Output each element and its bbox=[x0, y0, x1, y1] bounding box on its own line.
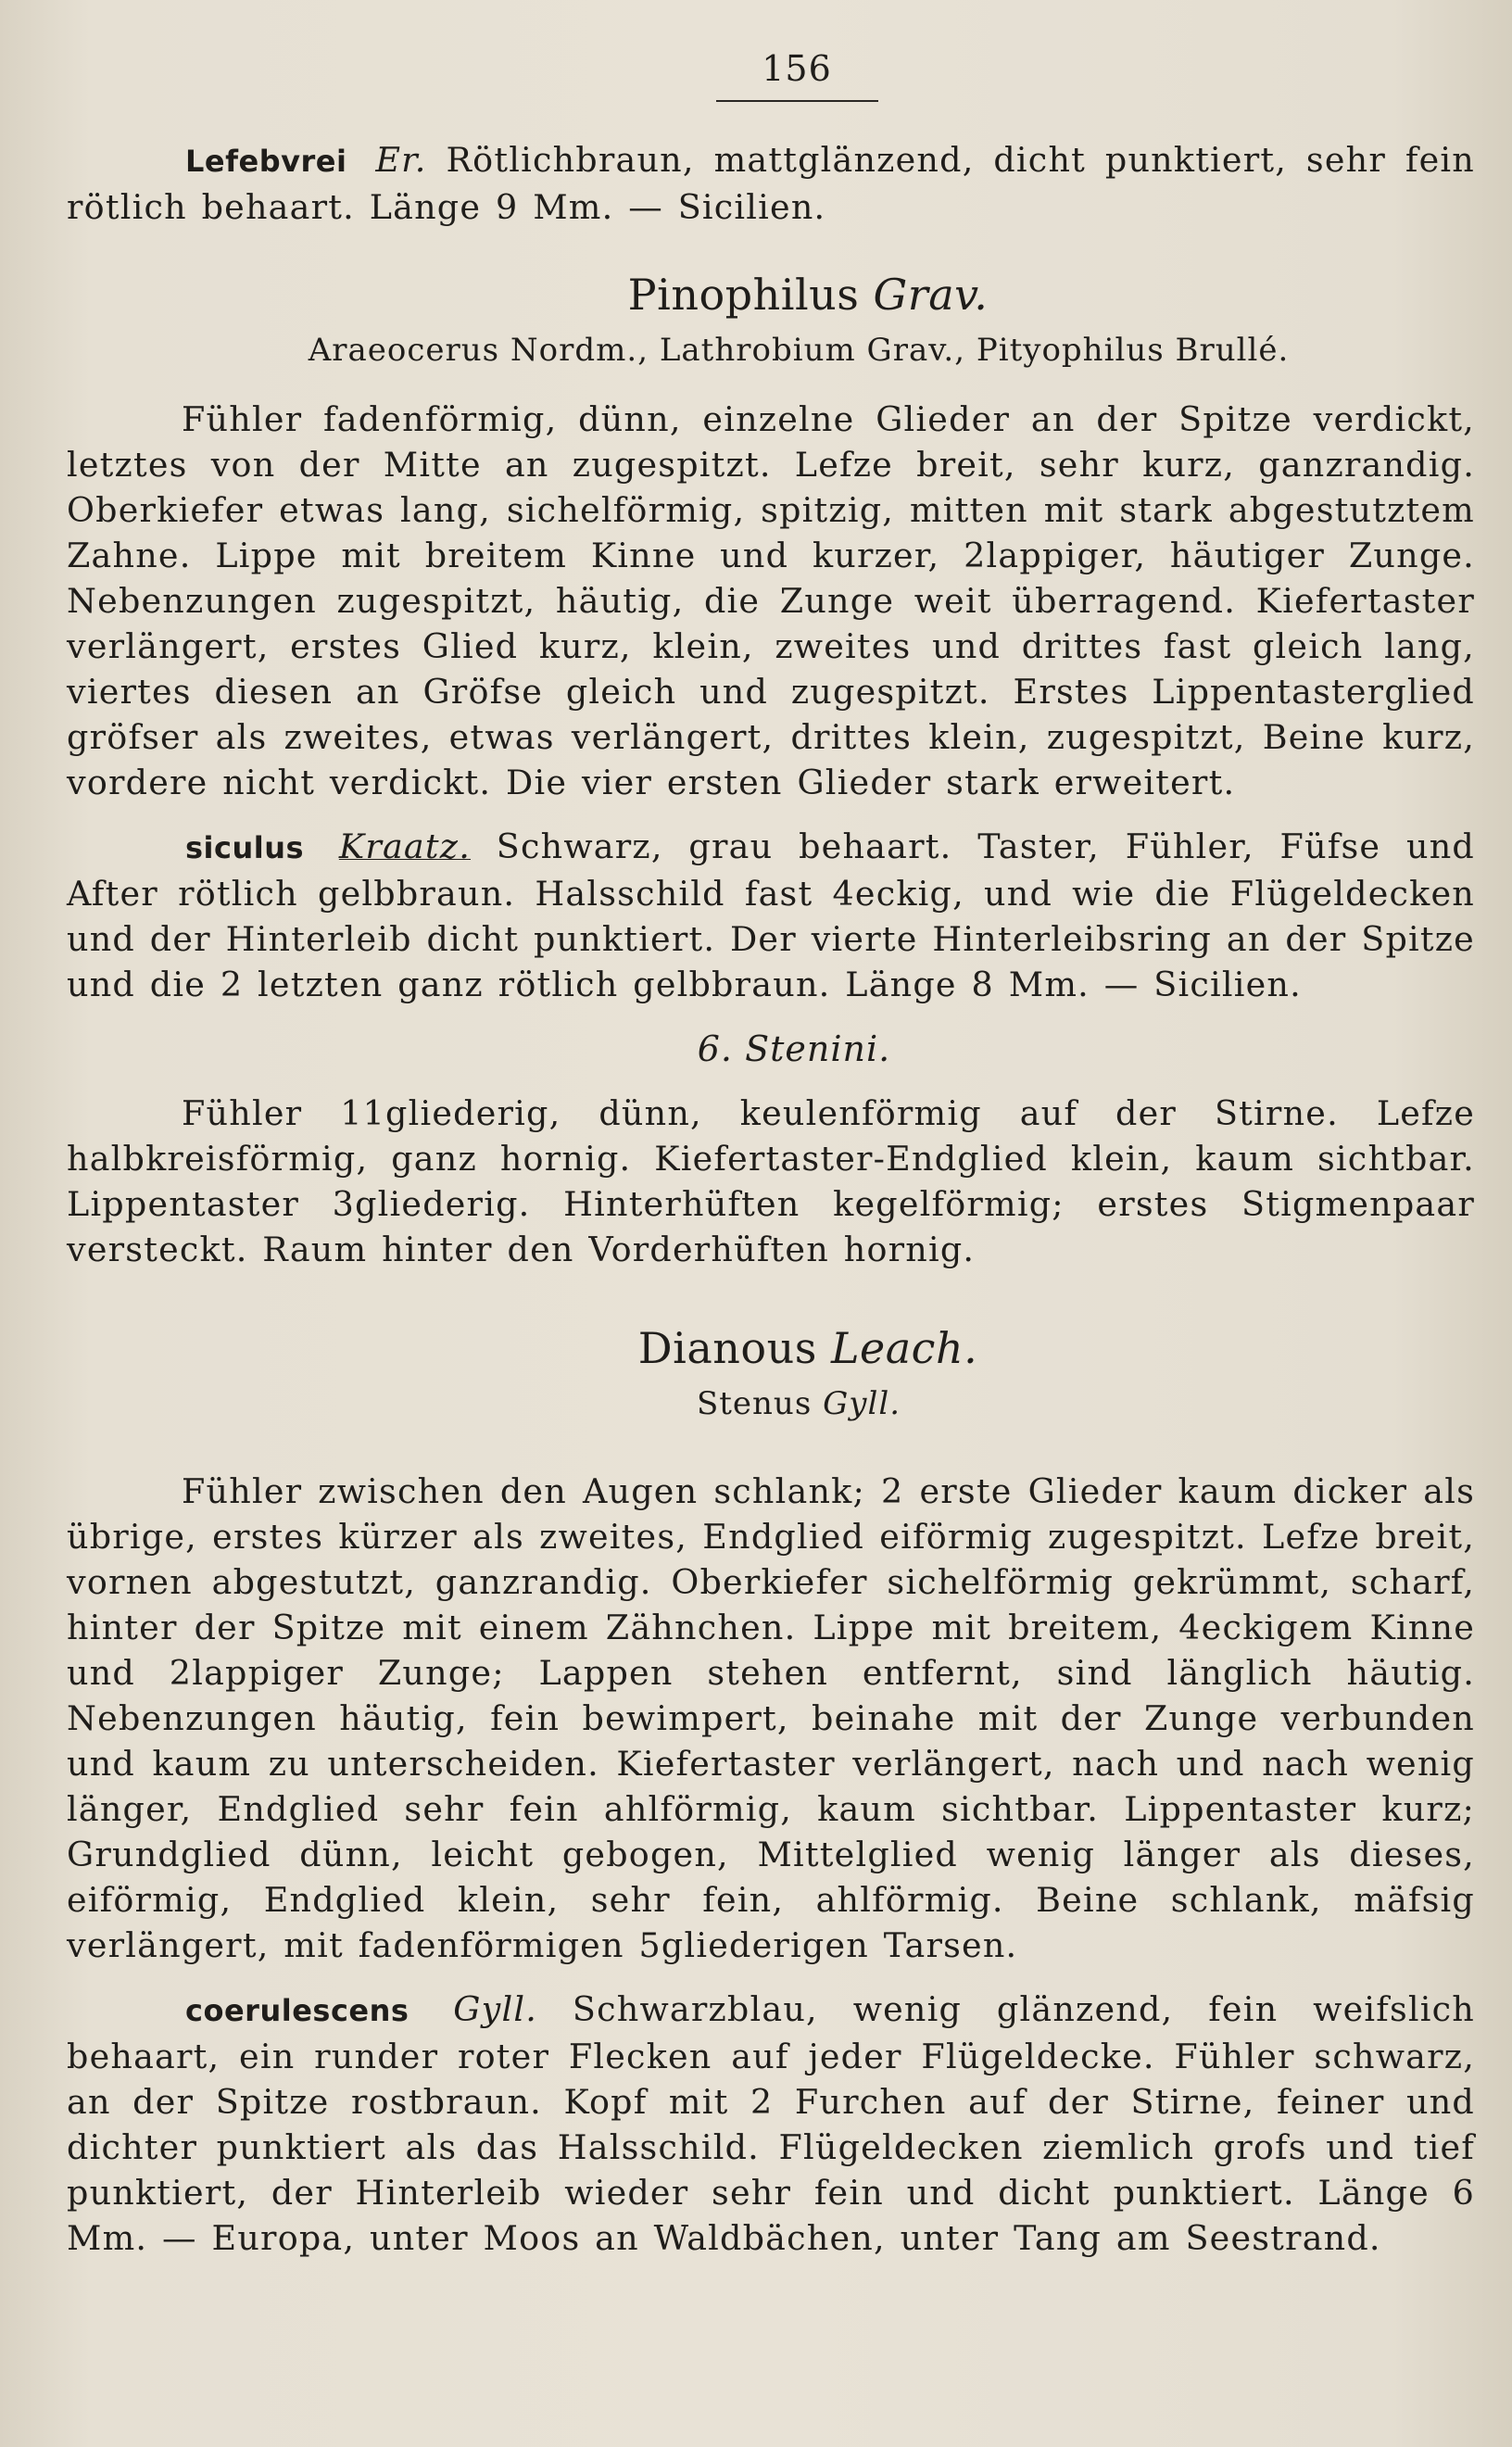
species-name: siculus bbox=[185, 830, 305, 865]
genus-name: Pinophilus bbox=[627, 270, 860, 320]
synonym-author: Gyll. bbox=[823, 1385, 901, 1422]
species-name: Lefebvrei bbox=[185, 144, 347, 179]
species-author: Kraatz. bbox=[338, 826, 471, 866]
species-description: Schwarz, grau behaart. Taster, Fühler, Füfse und After rötlich gelbbraun. Halsschild fast 4eckig, und wie die Flügeldecken und der Hinterleib dicht punktiert. Der vierte Hinterleibsring an der Spitze und die 2 letzten ganz rötlich gelbbraun. Länge 8 Mm. — Sicilien. bbox=[67, 826, 1475, 1004]
genus-author: Leach. bbox=[830, 1323, 978, 1373]
genus-synonyms: Araeocerus Nordm., Lathrobium Grav., Pityophilus Brullé. bbox=[308, 332, 1290, 369]
species-entry-siculus bbox=[67, 824, 1475, 1007]
tribe-name: Stenini. bbox=[745, 1028, 891, 1069]
species-author: Gyll. bbox=[453, 1989, 538, 2029]
species-description: Rötlichbraun, mattglänzend, dicht punktiert, sehr fein rötlich behaart. Länge 9 Mm. — Sicilien. bbox=[67, 140, 1475, 227]
page-number-rule bbox=[716, 100, 878, 102]
spacer bbox=[67, 1450, 1475, 1469]
tribe-description-stenini: Fühler 11gliederig, dünn, keulenförmig auf der Stirne. Lefze halbkreisförmig, ganz hornig. Kiefertaster-Endglied klein, kaum sichtbar. Lippentaster 3gliederig. Hinterhüften kegelförmig; erstes Stigmenpaar versteckt. Raum hinter den Vorderhüften hornig. bbox=[67, 1093, 1475, 1269]
genus-description-dianous: Fühler zwischen den Augen schlank; 2 erste Glieder kaum dicker als übrige, erstes kürzer als zweites, Endglied eiförmig zugespitzt. Lefze breit, vornen abgestutzt, ganzrandig. Oberkiefer sichelförmig gekrümmt, scharf, hinter der Spitze mit einem Zähnchen. Lippe mit breitem, 4eckigem Kinne und 2lappiger Zunge; Lappen stehen entfernt, sind länglich häutig. Nebenzungen häutig, fein bewimpert, beinahe mit der Zunge verbunden und kaum zu unterscheiden. Kiefertaster verlängert, nach und nach wenig länger, Endglied sehr fein ahlförmig, kaum sichtbar. Lippentaster kurz; Grundglied dünn, leicht gebogen, Mittelglied wenig länger als dieses, eiförmig, Endglied klein, sehr fein, ahlförmig. Beine schlank, mäfsig verlängert, mit fadenförmigen 5gliederigen Tarsen. bbox=[67, 1471, 1475, 1965]
synonym-name: Stenus bbox=[696, 1385, 813, 1422]
page-number: 156 bbox=[762, 48, 832, 89]
species-entry-lefebvrei bbox=[67, 137, 1475, 230]
spacer bbox=[67, 1968, 1475, 1987]
genus-description-pinophilus: Fühler fadenförmig, dünn, einzelne Glieder an der Spitze verdickt, letztes von der Mitte an zugespitzt. Lefze breit, sehr kurz, ganzrandig. Oberkiefer etwas lang, sichelförmig, spitzig, mitten mit stark abgestutztem Zahne. Lippe mit breitem Kinne und kurzer, 2lappiger, häutiger Zunge. Nebenzungen zugespitzt, häutig, die Zunge weit überragend. Kiefertaster verlängert, erstes Glied kurz, klein, zweites und drittes fast gleich lang, viertes diesen an Gröfse gleich und zugespitzt. Erstes Lippentasterglied gröfser als zweites, etwas verlängert, drittes klein, zugespitzt, Beine kurz, vordere nicht verdickt. Die vier ersten Glieder stark erweitert. bbox=[67, 399, 1475, 802]
tribe-number: 6. bbox=[697, 1028, 734, 1069]
species-author: Er. bbox=[375, 140, 427, 180]
tribe-heading-stenini bbox=[113, 1024, 1475, 1074]
species-description: Schwarzblau, wenig glänzend, fein weifslich behaart, ein runder roter Flecken auf jeder Flügeldecke. Fühler schwarz, an der Spitze rostbraun. Kopf mit 2 Furchen auf der Stirne, feiner und dichter punktiert als das Halsschild. Flügeldecken ziemlich grofs und tief punktiert, der Hinterleib wieder sehr fein und dicht punktiert. Länge 6 Mm. — Europa, unter Moos an Waldbächen, unter Tang am Seestrand. bbox=[67, 1989, 1475, 2258]
genus-name: Dianous bbox=[637, 1323, 817, 1373]
genus-heading-dianous bbox=[141, 1320, 1475, 1376]
genus-author: Grav. bbox=[873, 270, 989, 320]
species-entry-coerulescens bbox=[67, 1987, 1475, 2261]
species-name: coerulescens bbox=[185, 1993, 410, 2028]
genus-synonyms bbox=[122, 1381, 1475, 1426]
spacer bbox=[67, 805, 1475, 824]
genus-heading-pinophilus bbox=[141, 267, 1475, 322]
